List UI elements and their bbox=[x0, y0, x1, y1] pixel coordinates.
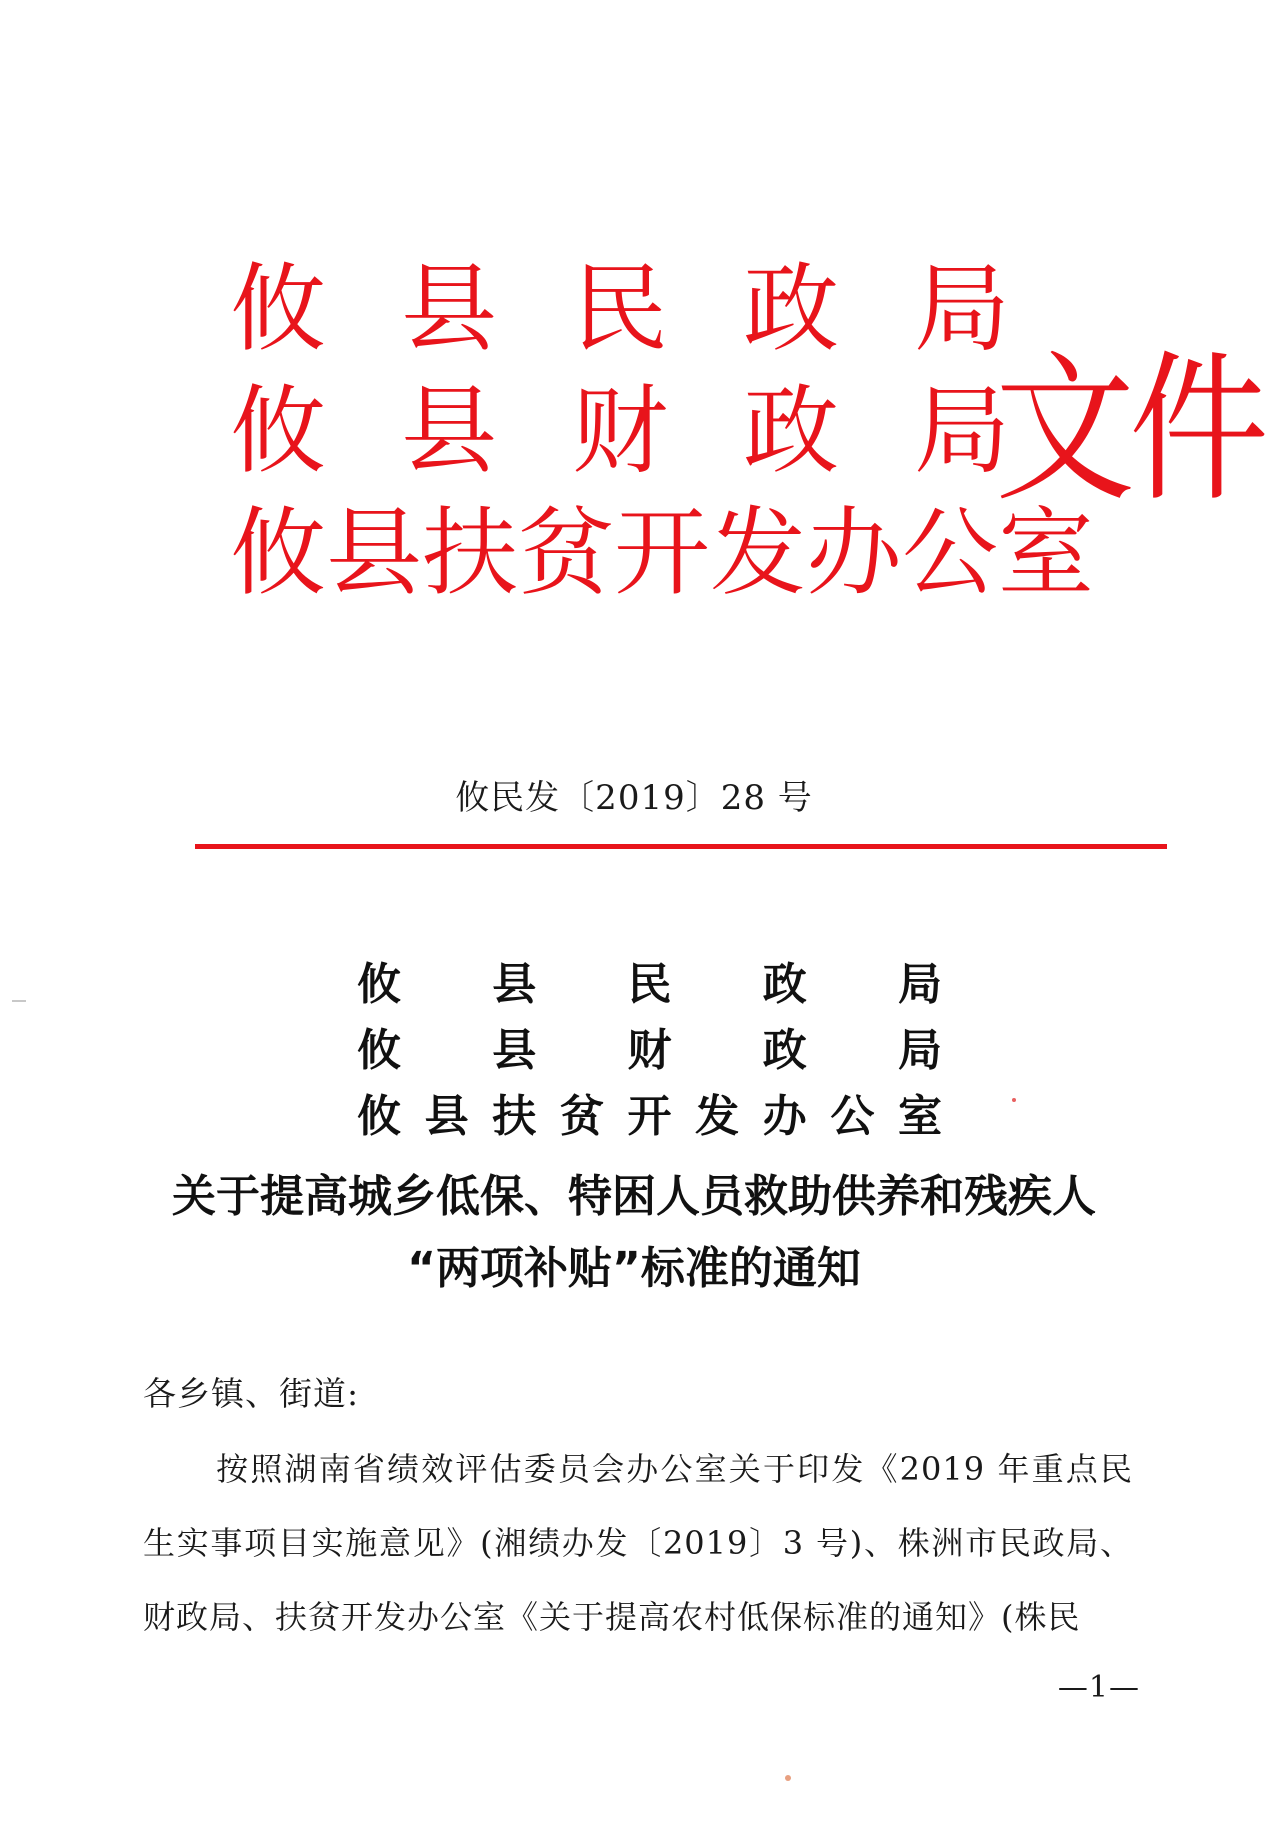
masthead-char: 局 bbox=[914, 375, 1010, 487]
issuer-line-1 bbox=[357, 952, 942, 1018]
issuer-char: 政 bbox=[762, 959, 807, 1010]
issuer-char: 室 bbox=[898, 1091, 942, 1142]
masthead-char: 办 bbox=[806, 497, 902, 609]
masthead-char: 局 bbox=[914, 253, 1010, 365]
issuer-char: 县 bbox=[424, 1091, 469, 1142]
document-number: 攸民发〔2019〕28 号 bbox=[455, 778, 813, 818]
issuer-char: 攸 bbox=[357, 959, 401, 1010]
masthead-char: 室 bbox=[998, 497, 1094, 609]
issuer-line-2 bbox=[357, 1018, 942, 1084]
masthead-char: 县 bbox=[326, 497, 422, 609]
masthead-char: 贫 bbox=[518, 497, 614, 609]
masthead-char: 政 bbox=[743, 253, 839, 365]
masthead-line-2 bbox=[230, 370, 1010, 492]
masthead-char: 攸 bbox=[230, 497, 326, 609]
page-number: —1— bbox=[1057, 1670, 1140, 1705]
masthead-document-label: 文件 bbox=[995, 336, 1264, 525]
issuer-heading bbox=[357, 952, 942, 1150]
issuer-char: 局 bbox=[898, 959, 942, 1010]
issuer-char: 政 bbox=[762, 1025, 807, 1076]
issuer-char: 办 bbox=[762, 1091, 807, 1142]
issuer-char: 县 bbox=[492, 1025, 537, 1076]
masthead-char: 财 bbox=[572, 375, 668, 487]
issuer-line-3 bbox=[357, 1084, 942, 1150]
masthead-char: 民 bbox=[572, 253, 668, 365]
salutation: 各乡镇、街道: bbox=[143, 1374, 360, 1413]
issuer-char: 公 bbox=[830, 1091, 875, 1142]
body-paragraph bbox=[143, 1432, 1133, 1654]
scan-speck bbox=[785, 1775, 791, 1781]
issuer-char: 发 bbox=[695, 1091, 740, 1142]
notice-title-line-1: 关于提高城乡低保、特困人员救助供养和残疾人 bbox=[172, 1171, 1096, 1222]
issuer-char: 攸 bbox=[357, 1025, 401, 1076]
masthead-char: 扶 bbox=[422, 497, 518, 609]
red-divider bbox=[195, 844, 1167, 849]
issuer-char: 贫 bbox=[559, 1091, 604, 1142]
issuer-char: 开 bbox=[627, 1091, 672, 1142]
masthead-char: 县 bbox=[401, 375, 497, 487]
issuer-char: 扶 bbox=[492, 1091, 537, 1142]
masthead-char: 攸 bbox=[230, 253, 326, 365]
issuer-char: 局 bbox=[898, 1025, 942, 1076]
body-text: 按照湖南省绩效评估委员会办公室关于印发《2019 年重点民生实事项目实施意见》(湘绩办发〔2019〕3 号)、株洲市民政局、财政局、扶贫开发办公室《关于提高农村低保标准的通知》(株民 bbox=[143, 1450, 1133, 1636]
masthead-char: 县 bbox=[401, 253, 497, 365]
issuer-char: 县 bbox=[492, 959, 537, 1010]
masthead-char: 攸 bbox=[230, 375, 326, 487]
notice-title-line-2: “两项补贴”标准的通知 bbox=[407, 1243, 861, 1294]
issuer-char: 攸 bbox=[357, 1091, 401, 1142]
masthead-line-3 bbox=[230, 492, 1094, 614]
masthead-char: 政 bbox=[743, 375, 839, 487]
scan-speck bbox=[1012, 1098, 1016, 1102]
masthead-char: 公 bbox=[902, 497, 998, 609]
scan-speck bbox=[12, 1000, 26, 1002]
issuer-char: 财 bbox=[627, 1025, 672, 1076]
masthead-char: 发 bbox=[710, 497, 806, 609]
red-masthead bbox=[230, 248, 1094, 614]
issuer-char: 民 bbox=[627, 959, 672, 1010]
masthead-line-1 bbox=[230, 248, 1010, 370]
masthead-char: 开 bbox=[614, 497, 710, 609]
